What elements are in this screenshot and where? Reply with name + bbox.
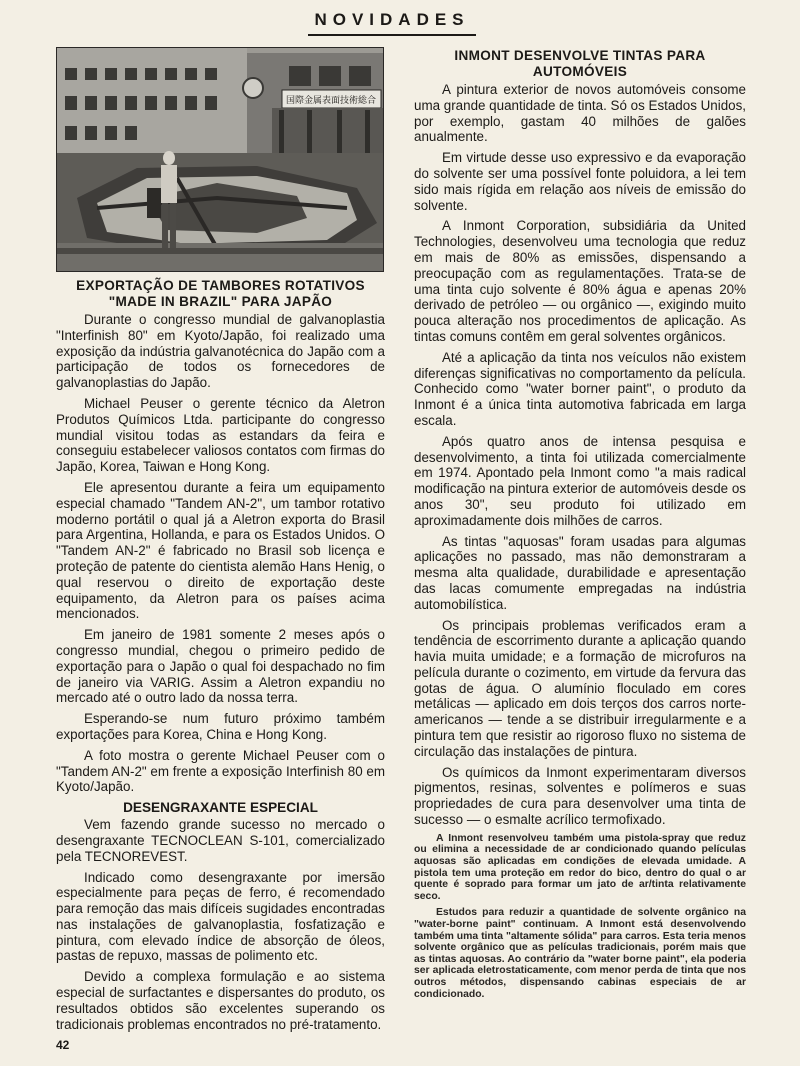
inmont-paragraph: Até a aplicação da tinta nos veículos não existem diferenças significativas no comportamento da película. Conhecido como "water borner paint", o produto da Inmont é a única tinta automotiva fabricada em larga escala. — [414, 349, 746, 428]
degreaser-paragraph: Devido a complexa formulação e ao sistema especial de surfactantes e dispersantes do produto, os resultados obtidos são excelentes superando os tradicionais problemas encontrados no pré-tratamento. — [56, 969, 385, 1032]
export-headline-line2: "MADE IN BRAZIL" PARA JAPÃO — [108, 294, 333, 309]
inmont-paragraph: Após quatro anos de intensa pesquisa e desenvolvimento, a tinta foi utilizada comercialmente em 1974. Apontado pela Inmont como "a mais radical modificação na pintura exterior de automóveis desde os anos 30", seu produto foi utilizado em aproximadamente dois milhões de carros. — [414, 433, 746, 528]
export-paragraph: A foto mostra o gerente Michael Peuser com o "Tandem AN-2" em frente a exposição Interfinish 80 em Kyoto/Japão. — [56, 747, 385, 795]
section-header: NOVIDADES — [308, 8, 476, 36]
export-headline-line1: EXPORTAÇÃO DE TAMBORES ROTATIVOS — [76, 278, 365, 293]
export-paragraph: Durante o congresso mundial de galvanoplastia "Interfinish 80" em Kyoto/Japão, foi realizado uma exposição da indústria galvanotécnica do Japão com a participação de todos os fornecedores de galvanoplastias do Japão. — [56, 312, 385, 391]
inmont-note: Estudos para reduzir a quantidade de solvente orgânico na "water-borne paint" continuam. A Inmont está desenvolvendo também uma tinta "altamente sólida" para carros. Esta teria menos solvente orgânico que as películas tradicionais, porém mais que as tintas aquosas. Ao contrário da "water borne paint", ela poderia ser aplicada eletrostaticamente, com menor perda de tinta que nos outros métodos, dispensando cabinas especiais de ar condicionado. — [414, 907, 746, 1000]
export-paragraph: Ele apresentou durante a feira um equipamento especial chamado "Tandem AN-2", um tambor rotativo moderno portátil o qual já a Aletron exporta do Brasil para Argentina, Hollanda, e para os Estados Unidos. O "Tandem AN-2" é fabricado no Brasil sob licença e proteção de patente do cientista alemão Hans Henig, o qual reservou o direito de exportação deste equipamento, da Aletron para os países acima mencionados. — [56, 479, 385, 622]
inmont-paragraph: Em virtude desse uso expressivo e da evaporação do solvente ser uma possível fonte poluidora, a lei tem sido mais rígida em relação aos níveis de emissão do solvente. — [414, 150, 746, 213]
page-number: 42 — [56, 1038, 70, 1052]
exhibition-photo — [56, 47, 384, 272]
exhibition-sign: 国際金属表面技術総合 — [285, 96, 377, 106]
degreaser-title: DESENGRAXANTE ESPECIAL — [123, 800, 318, 816]
export-paragraph: Em janeiro de 1981 somente 2 meses após o congresso mundial, chegou o primeiro pedido de exportação para o Japão o qual foi despachado no fim de janeiro via VARIG. Assim a Aletron expandiu no mercado até o outro lado da nossa terra. — [56, 627, 385, 706]
inmont-headline-line2: AUTOMÓVEIS — [532, 64, 628, 79]
inmont-paragraph: As tintas "aquosas" foram usadas para algumas aplicações no passado, mas não demonstraram a mesma alta qualidade, durabilidade e apresentação das lacas comumente empregadas na indústria automobilística. — [414, 533, 746, 612]
inmont-headline-line1: INMONT DESENVOLVE TINTAS PARA — [454, 48, 706, 63]
left-column — [56, 278, 385, 1037]
inmont-paragraph: A Inmont Corporation, subsidiária da United Technologies, desenvolveu uma tecnologia que reduz em mais de 80% as emissões, dispensando a preocupação com as regulamentações. Trata-se de uma tinta cujo solvente é 80% água e apenas 20% derivado de petróleo — ou orgânico —, exigindo muito pouca alteração nos procedimentos de aplicação. As tintas comuns contêm em geral solventes orgânicos. — [414, 218, 746, 344]
inmont-paragraph: Os principais problemas verificados eram a tendência de escorrimento durante a aplicação quando havia muita umidade; e a formação de microfuros na película durante o cozimento, em virtude da fervura das gotas de água. O alumínio floculado em cores metálicas — aplicado em dois terços dos carros norte-americanos — tende a se distribuir irregularmente e a pintura tem que resistir ao rigoroso fluxo no sistema de circulação das instalações de pintura. — [414, 617, 746, 759]
right-column — [414, 48, 746, 1005]
inmont-paragraph: A pintura exterior de novos automóveis consome uma grande quantidade de tinta. Só os Estados Unidos, por exemplo, gastam 40 milhões de galões anualmente. — [414, 82, 747, 145]
export-headline — [56, 278, 385, 310]
inmont-paragraph: Os químicos da Inmont experimentaram diversos pigmentos, resinas, solventes e polímeros e suas propriedades de cura para desenvolver uma tinta de sucesso — o esmalte acrílico termofixado. — [414, 764, 746, 828]
export-paragraph: Michael Peuser o gerente técnico da Aletron Produtos Químicos Ltda. participante do congresso mundial visitou todas as estandars da feira e conseguiu estabelecer valiosos contatos com firmas do Japão, Korea, Taiwan e Hong Kong. — [56, 395, 385, 475]
inmont-note: A Inmont resenvolveu também uma pistola-spray que reduz ou elimina a necessidade de ar condicionado quando películas aquosas são aplicadas em condições de elevada umidade. A pistola tem uma proteção em redor do bico, dentro do qual o ar quente é soprado para formar um jato de ar/tinta relativamente seco. — [414, 832, 746, 902]
degreaser-paragraph: Vem fazendo grande sucesso no mercado o desengraxante TECNOCLEAN S-101, comercializado pela TECNOREVEST. — [56, 817, 385, 864]
inmont-headline — [414, 48, 746, 80]
degreaser-paragraph: Indicado como desengraxante por imersão especialmente para peças de ferro, é recomendado para remoção das mais difíceis sugidades encontradas nas instalações de galvanoplastia, fosfatização e pintura, com elevado índice de absorção de óleos, pastas de repuxo, massas de polimento etc. — [56, 869, 385, 964]
export-paragraph: Esperando-se num futuro próximo também exportações para Korea, China e Hong Kong. — [56, 711, 385, 742]
